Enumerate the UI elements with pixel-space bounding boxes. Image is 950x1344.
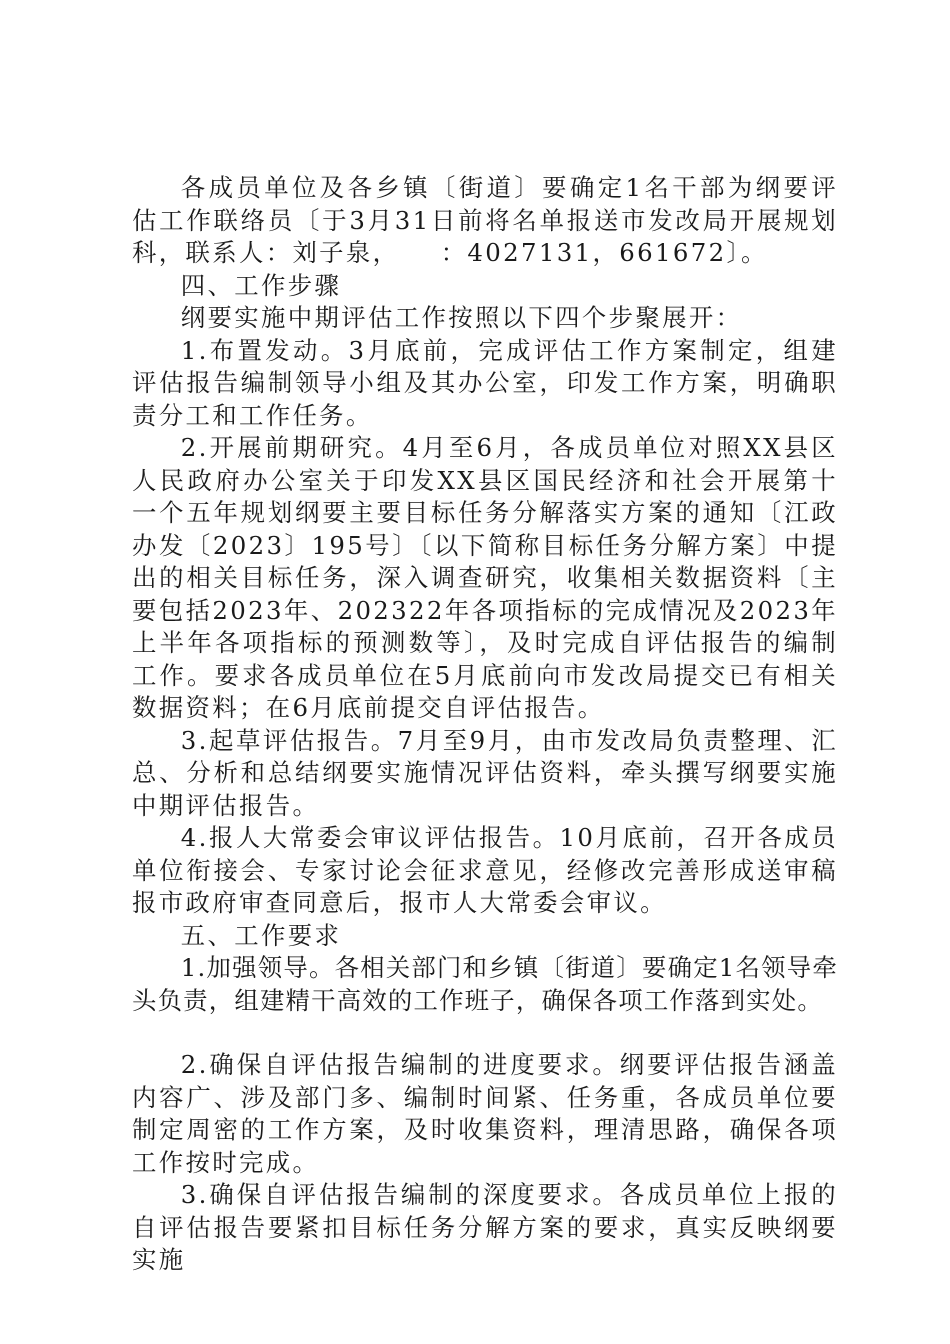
paragraph-requirement-3: 3.确保自评估报告编制的深度要求。各成员单位上报的自评估报告要紧扣目标任务分解方案的要求，真实反映纲要实施 (132, 1180, 838, 1274)
paragraph-requirement-2: 2.确保自评估报告编制的进度要求。纲要评估报告涵盖内容广、涉及部门多、编制时间紧、任务重，各成员单位要制定周密的工作方案，及时收集资料，理清思路，确保各项工作按时完成。 (132, 1050, 838, 1177)
paragraph-requirement-1: 1.加强领导。各相关部门和乡镇〔街道〕要确定1名领导牵头负责，组建精干高效的工作班子，确保各项工作落到实处。 (132, 953, 838, 1015)
section-heading-work-requirements: 五、工作要求 (180, 920, 342, 950)
paragraph-step-3: 3.起草评估报告。7月至9月，由市发改局负责整理、汇总、分析和总结纲要实施情况评估资料，牵头撰写纲要实施中期评估报告。 (132, 725, 838, 820)
section-heading-work-steps: 四、工作步骤 (180, 270, 342, 300)
document-body (132, 172, 838, 1277)
paragraph-step-4: 4.报人大常委会审议评估报告。10月底前，召开各成员单位衔接会、专家讨论会征求意见，经修改完善形成送审稿报市政府审查同意后，报市人大常委会审议。 (132, 823, 838, 917)
paragraph-steps-intro: 纲要实施中期评估工作按照以下四个步聚展开： (180, 303, 743, 332)
paragraph-step-2: 2.开展前期研究。4月至6月，各成员单位对照XX县区人民政府办公室关于印发XX县区国民经济和社会开展第十一个五年规划纲要主要目标任务分解落实方案的通知〔江政办发〔2023〕195号〕〔以下简称目标任务分解方案〕中提出的相关目标任务，深入调查研究，收集相关数据资料〔主要包括2023年、202322年各项指标的完成情况及2023年上半年各项指标的预测数等〕，及时完成自评估报告的编制工作。要求各成员单位在5月底前向市发改局提交已有相关数据资料；在6月底前提交自评估报告。 (132, 433, 838, 722)
paragraph-step-1: 1.布置发动。3月底前，完成评估工作方案制定，组建评估报告编制领导小组及其办公室，印发工作方案，明确职责分工和工作任务。 (132, 335, 838, 430)
paragraph-liaison: 各成员单位及各乡镇〔街道〕要确定1名干部为纲要评估工作联络员〔于3月31日前将名单报送市发改局开展规划科，联系人：刘子泉， ：4027131，661672〕。 (132, 173, 838, 267)
